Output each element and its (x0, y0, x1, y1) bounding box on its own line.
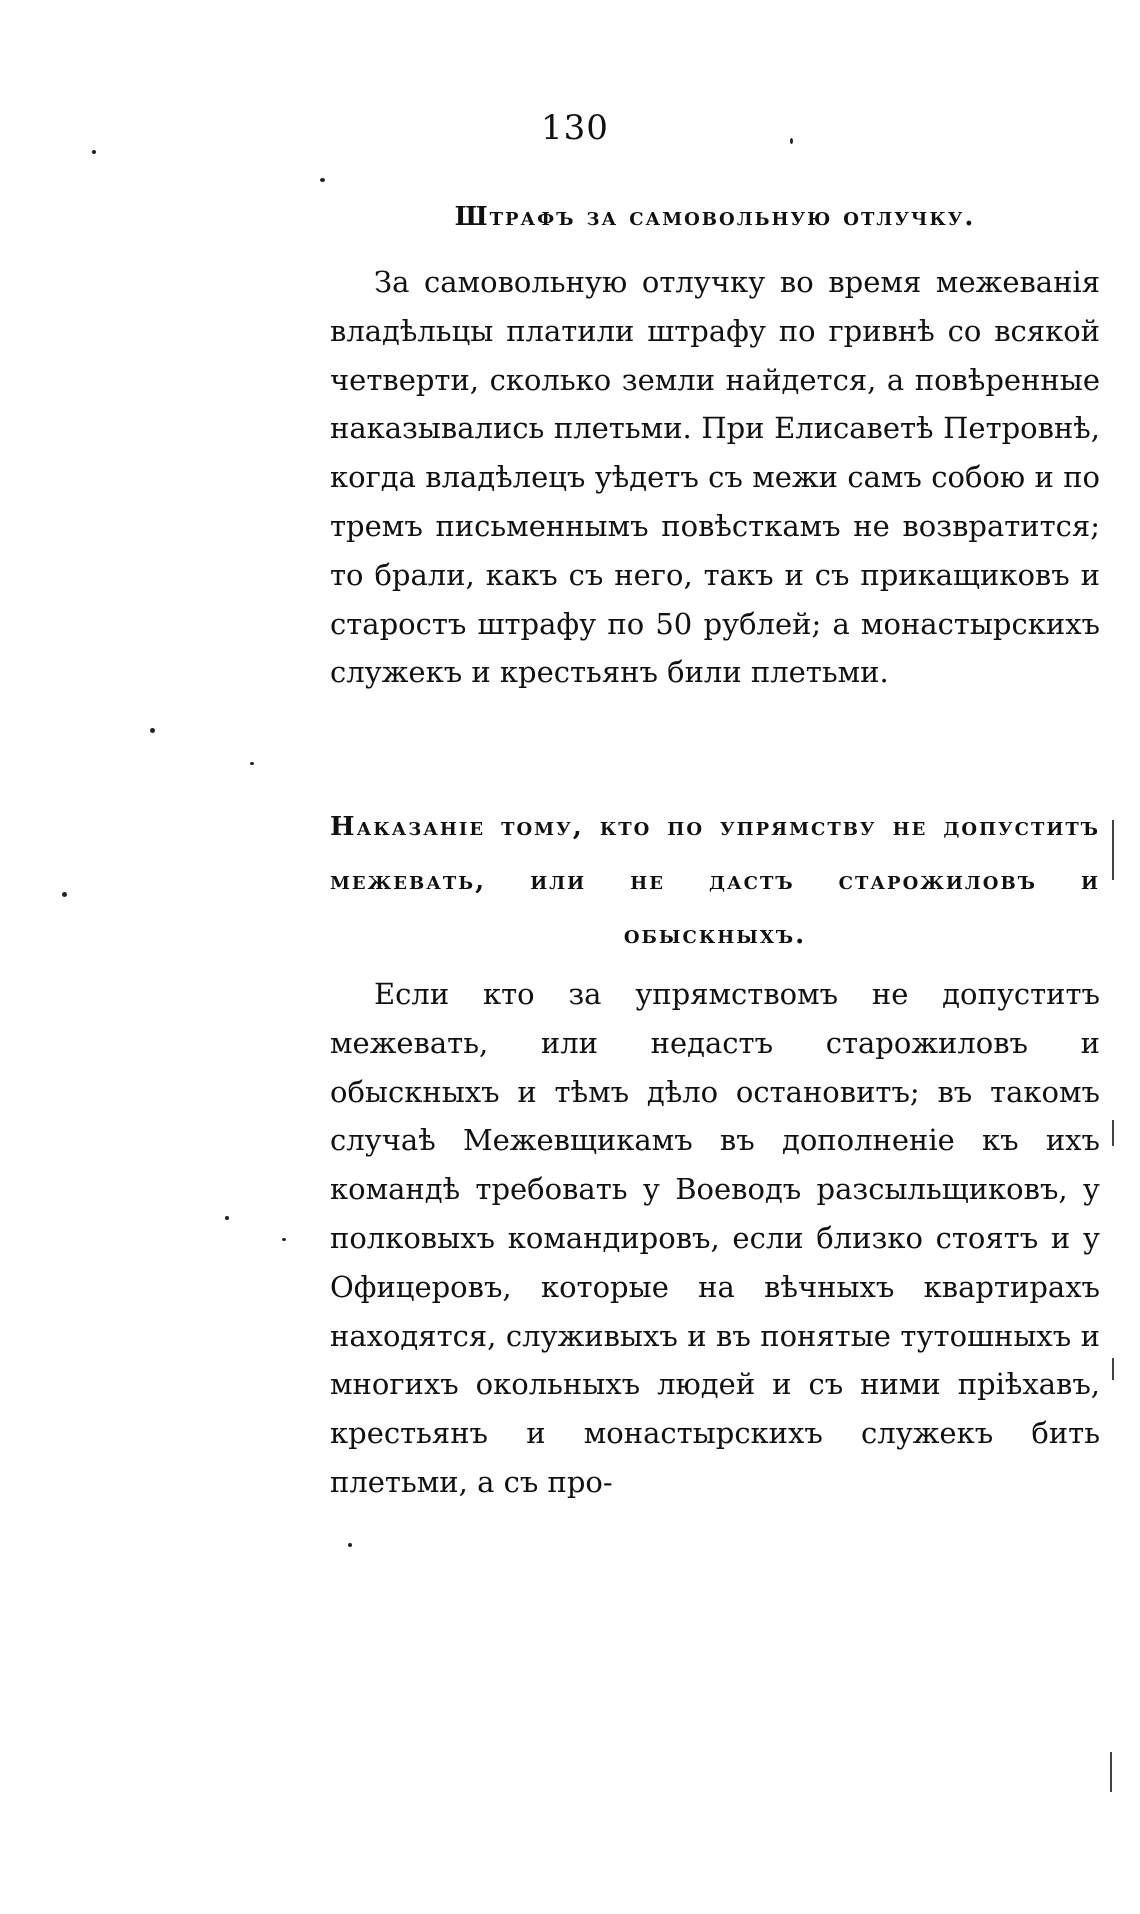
section-heading-punishment: Наказаніе тому, кто по упрямству не допуститъ межевать, или не дастъ старожиловъ и обыскныхъ. (330, 812, 1100, 950)
paragraph-fine: За самовольную отлучку во время межеванія владѣльцы платили штрафу по гривнѣ со всякой четверти, сколько земли найдется, а повѣренные наказывались плетьми. При Елисаветѣ Петровнѣ, когда владѣлецъ уѣдетъ съ межи самъ собою и по тремъ письменнымъ повѣсткамъ не возвратится; то брали, какъ съ него, такъ и съ прикащиковъ и старостъ штрафу по 50 рублей; а монастырскихъ служекъ и крестьянъ били плетьми. (330, 265, 1100, 690)
scan-speck (225, 1216, 229, 1220)
scan-speck (62, 892, 67, 897)
paragraph-punishment: Если кто за упрямствомъ не допуститъ межевать, или недастъ старожиловъ и обыскныхъ и тѣмъ дѣло остановитъ; въ такомъ случаѣ Межевщикамъ въ дополненіе къ ихъ командѣ требовать у Воеводъ разсыльщиковъ, у полковыхъ командировъ, если близко стоятъ и у Офицеровъ, которые на вѣчныхъ квартирахъ находятся, служивыхъ и въ понятые тутошныхъ и многихъ окольныхъ людей и съ ними пріѣхавъ, крестьянъ и монастырскихъ служекъ бить плетьми, а съ про- (330, 977, 1100, 1499)
scan-speck (250, 762, 254, 765)
scan-speck (150, 728, 155, 733)
scan-speck (92, 150, 96, 154)
scan-speck (790, 138, 793, 144)
scan-edge-line (1110, 1752, 1112, 1792)
scan-speck (282, 1238, 286, 1241)
scan-edge-line (1112, 1358, 1114, 1380)
scan-speck (348, 1543, 352, 1547)
page-number: 130 (541, 108, 609, 148)
scan-edge-line (1112, 820, 1114, 880)
scan-edge-line (1112, 1120, 1114, 1146)
scan-speck (320, 178, 325, 182)
section-heading-fine: Штрафъ за самовольную отлучку. (454, 202, 976, 232)
